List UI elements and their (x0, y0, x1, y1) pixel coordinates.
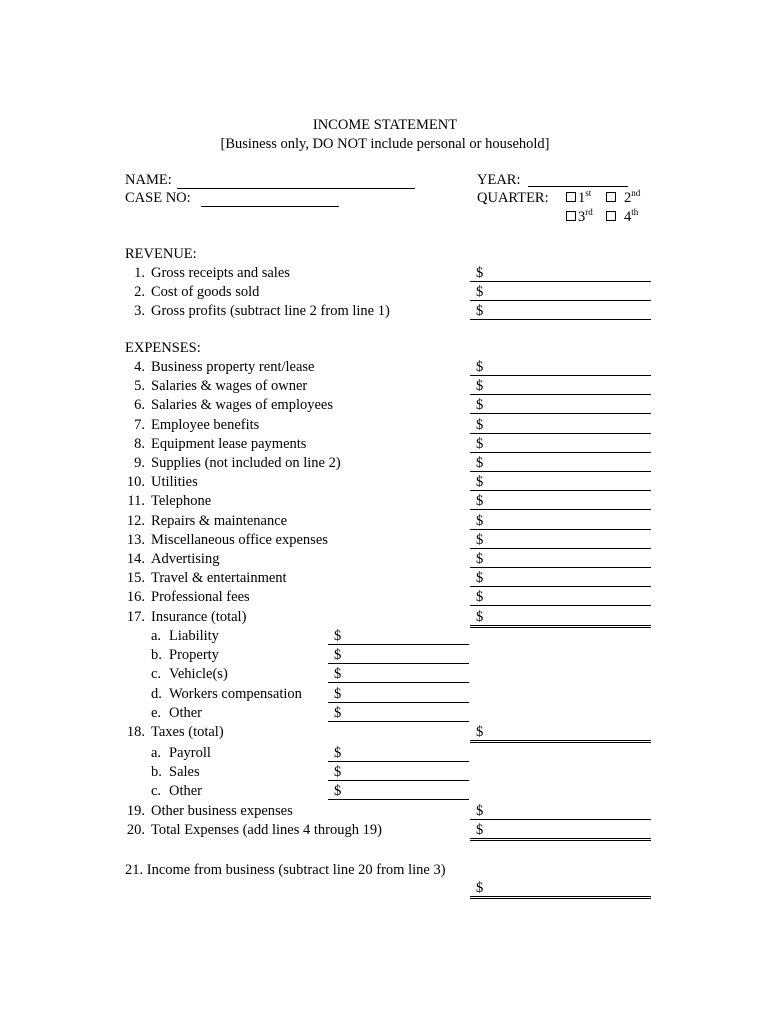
quarter-1-option[interactable]: 1st (566, 190, 591, 207)
line-label: Taxes (total) (151, 724, 224, 740)
amount-field[interactable] (470, 413, 651, 414)
line-item (125, 551, 219, 568)
line-item (125, 474, 198, 491)
line-item (125, 589, 250, 606)
line-number: 18. (126, 724, 145, 740)
line-label: Equipment lease payments (151, 435, 307, 452)
line-number: 11. (127, 493, 145, 510)
currency-symbol: $ (334, 685, 342, 702)
line-item (125, 803, 293, 820)
currency-symbol: $ (476, 474, 484, 491)
line-number: 8. (134, 435, 145, 452)
currency-symbol: $ (476, 359, 484, 375)
sub-line-letter: a. (151, 628, 162, 644)
line-number: 10. (126, 474, 145, 491)
line-item (125, 378, 307, 395)
currency-symbol: $ (476, 880, 484, 896)
currency-symbol: $ (476, 493, 484, 510)
line-number: 1. (134, 265, 145, 281)
form-title: INCOME STATEMENT (312, 117, 458, 133)
currency-symbol: $ (334, 704, 342, 721)
line-number: 9. (134, 455, 145, 471)
line-number: 15. (126, 570, 145, 587)
line-number: 5. (134, 378, 145, 395)
expenses-heading: EXPENSES: (125, 340, 201, 356)
amount-field[interactable] (470, 509, 651, 510)
amount-field[interactable] (470, 433, 651, 434)
line-item (125, 609, 246, 626)
line-label: Miscellaneous office expenses (151, 531, 328, 548)
quarter-2-option[interactable]: 2nd (606, 190, 640, 207)
amount-field[interactable] (328, 799, 469, 800)
amount-field[interactable] (470, 490, 651, 491)
amount-field[interactable] (470, 281, 651, 282)
quarter-3-option[interactable]: 3rd (566, 209, 593, 226)
currency-symbol: $ (476, 435, 484, 452)
line-item (125, 265, 290, 282)
year-label: YEAR: (477, 172, 521, 188)
currency-symbol: $ (476, 608, 484, 625)
quarter-4-option[interactable]: 4th (606, 209, 638, 226)
currency-symbol: $ (476, 589, 484, 606)
line-number: 17. (126, 608, 145, 625)
checkbox-icon[interactable] (606, 211, 616, 221)
line-item (125, 822, 382, 839)
line-number: 4. (134, 359, 145, 375)
sub-line-item (151, 666, 228, 683)
currency-symbol: $ (476, 265, 484, 281)
sub-line-label: Workers compensation (169, 685, 302, 702)
line-item (125, 724, 224, 741)
sub-line-item (151, 686, 302, 703)
amount-field[interactable] (470, 838, 651, 841)
currency-symbol: $ (334, 666, 342, 683)
currency-symbol: $ (476, 512, 484, 529)
line-item (125, 359, 315, 376)
sub-line-item (151, 745, 211, 762)
line-label: Professional fees (151, 589, 250, 606)
line-label: Salaries & wages of employees (151, 397, 334, 414)
line-label: Supplies (not included on line 2) (151, 455, 341, 471)
revenue-heading: REVENUE: (125, 246, 197, 262)
sub-line-label: Payroll (169, 745, 211, 761)
checkbox-icon[interactable] (566, 211, 576, 221)
line-item (125, 513, 287, 530)
amount-field[interactable] (328, 702, 469, 703)
amount-field[interactable] (470, 586, 651, 587)
currency-symbol: $ (476, 303, 484, 319)
sub-line-item (151, 705, 202, 722)
line-number: 6. (134, 397, 145, 414)
line-label: Insurance (total) (151, 608, 247, 625)
currency-symbol: $ (334, 783, 342, 800)
income-line-label: 21. Income from business (subtract line 20 from line 3) (125, 862, 446, 878)
line-number: 7. (134, 416, 145, 433)
checkbox-icon[interactable] (606, 192, 616, 202)
line-label: Utilities (151, 474, 198, 491)
line-label: Other business expenses (151, 803, 293, 819)
sub-line-item (151, 783, 202, 800)
sub-line-label: Sales (169, 764, 200, 781)
line-label: Salaries & wages of owner (151, 378, 308, 395)
currency-symbol: $ (334, 647, 342, 664)
amount-field[interactable] (470, 300, 651, 301)
amount-field[interactable] (470, 548, 651, 549)
line-label: Telephone (151, 493, 212, 510)
line-item (125, 436, 306, 453)
amount-field[interactable] (328, 682, 469, 683)
sub-line-letter: c. (151, 666, 162, 683)
line-label: Total Expenses (add lines 4 through 19) (151, 822, 382, 838)
line-item (125, 455, 341, 472)
amount-field[interactable] (470, 375, 651, 376)
currency-symbol: $ (476, 531, 484, 548)
line-item (125, 417, 259, 434)
currency-symbol: $ (476, 570, 484, 587)
line-number: 20. (126, 822, 145, 838)
sub-line-label: Other (169, 704, 203, 721)
line-label: Cost of goods sold (151, 284, 260, 300)
amount-field[interactable] (470, 471, 651, 472)
sub-line-label: Liability (169, 628, 219, 644)
amount-field[interactable] (328, 761, 469, 762)
line-item (125, 493, 211, 510)
currency-symbol: $ (334, 628, 342, 644)
amount-field[interactable] (328, 644, 469, 645)
year-field[interactable] (528, 186, 628, 187)
line-number: 16. (126, 589, 145, 606)
currency-symbol: $ (476, 803, 484, 819)
line-item (125, 284, 259, 301)
line-label: Gross receipts and sales (151, 265, 290, 281)
amount-field[interactable] (470, 605, 651, 606)
sub-line-letter: e. (151, 704, 162, 721)
sub-line-label: Vehicle(s) (169, 666, 228, 683)
currency-symbol: $ (476, 455, 484, 471)
name-field[interactable] (177, 188, 415, 189)
amount-field[interactable] (328, 780, 469, 781)
currency-symbol: $ (334, 745, 342, 761)
amount-field[interactable] (470, 394, 651, 395)
line-number: 12. (126, 512, 145, 529)
sub-line-label: Property (169, 647, 219, 664)
amount-field[interactable] (470, 740, 651, 743)
amount-field[interactable] (470, 567, 651, 568)
amount-field[interactable] (470, 625, 651, 628)
case-no-label: CASE NO: (125, 190, 191, 206)
income-amount-field[interactable] (470, 896, 651, 899)
quarter-label: QUARTER: (477, 190, 549, 206)
sub-line-letter: d. (151, 685, 162, 702)
amount-field[interactable] (470, 819, 651, 820)
line-item (125, 397, 333, 414)
checkbox-icon[interactable] (566, 192, 576, 202)
currency-symbol: $ (476, 284, 484, 300)
line-number: 3. (134, 303, 145, 319)
amount-field[interactable] (328, 721, 469, 722)
line-number: 13. (126, 531, 145, 548)
sub-line-letter: c. (151, 783, 162, 800)
sub-line-letter: b. (151, 764, 162, 781)
sub-line-item (151, 764, 200, 781)
line-item (125, 532, 328, 549)
currency-symbol: $ (476, 724, 484, 740)
case-no-field[interactable] (201, 206, 339, 207)
line-number: 14. (126, 551, 145, 567)
currency-symbol: $ (476, 416, 484, 433)
name-label: NAME: (125, 172, 172, 188)
line-label: Gross profits (subtract line 2 from line 1) (151, 303, 390, 319)
currency-symbol: $ (334, 764, 342, 781)
amount-field[interactable] (470, 319, 651, 320)
sub-line-item (151, 628, 219, 645)
form-subtitle: [Business only, DO NOT include personal or household] (220, 136, 550, 152)
line-label: Advertising (151, 551, 220, 567)
line-label: Travel & entertainment (151, 570, 287, 587)
line-label: Business property rent/lease (151, 359, 315, 375)
currency-symbol: $ (476, 378, 484, 395)
sub-line-item (151, 647, 219, 664)
amount-field[interactable] (328, 663, 469, 664)
line-number: 19. (126, 803, 145, 819)
line-number: 2. (134, 284, 145, 300)
amount-field[interactable] (470, 452, 651, 453)
line-item (125, 570, 287, 587)
sub-line-letter: a. (151, 745, 162, 761)
currency-symbol: $ (476, 822, 484, 838)
amount-field[interactable] (470, 529, 651, 530)
line-label: Repairs & maintenance (151, 512, 288, 529)
line-item (125, 303, 390, 320)
currency-symbol: $ (476, 397, 484, 414)
sub-line-label: Other (169, 783, 203, 800)
sub-line-letter: b. (151, 647, 162, 664)
line-label: Employee benefits (151, 416, 260, 433)
currency-symbol: $ (476, 551, 484, 567)
